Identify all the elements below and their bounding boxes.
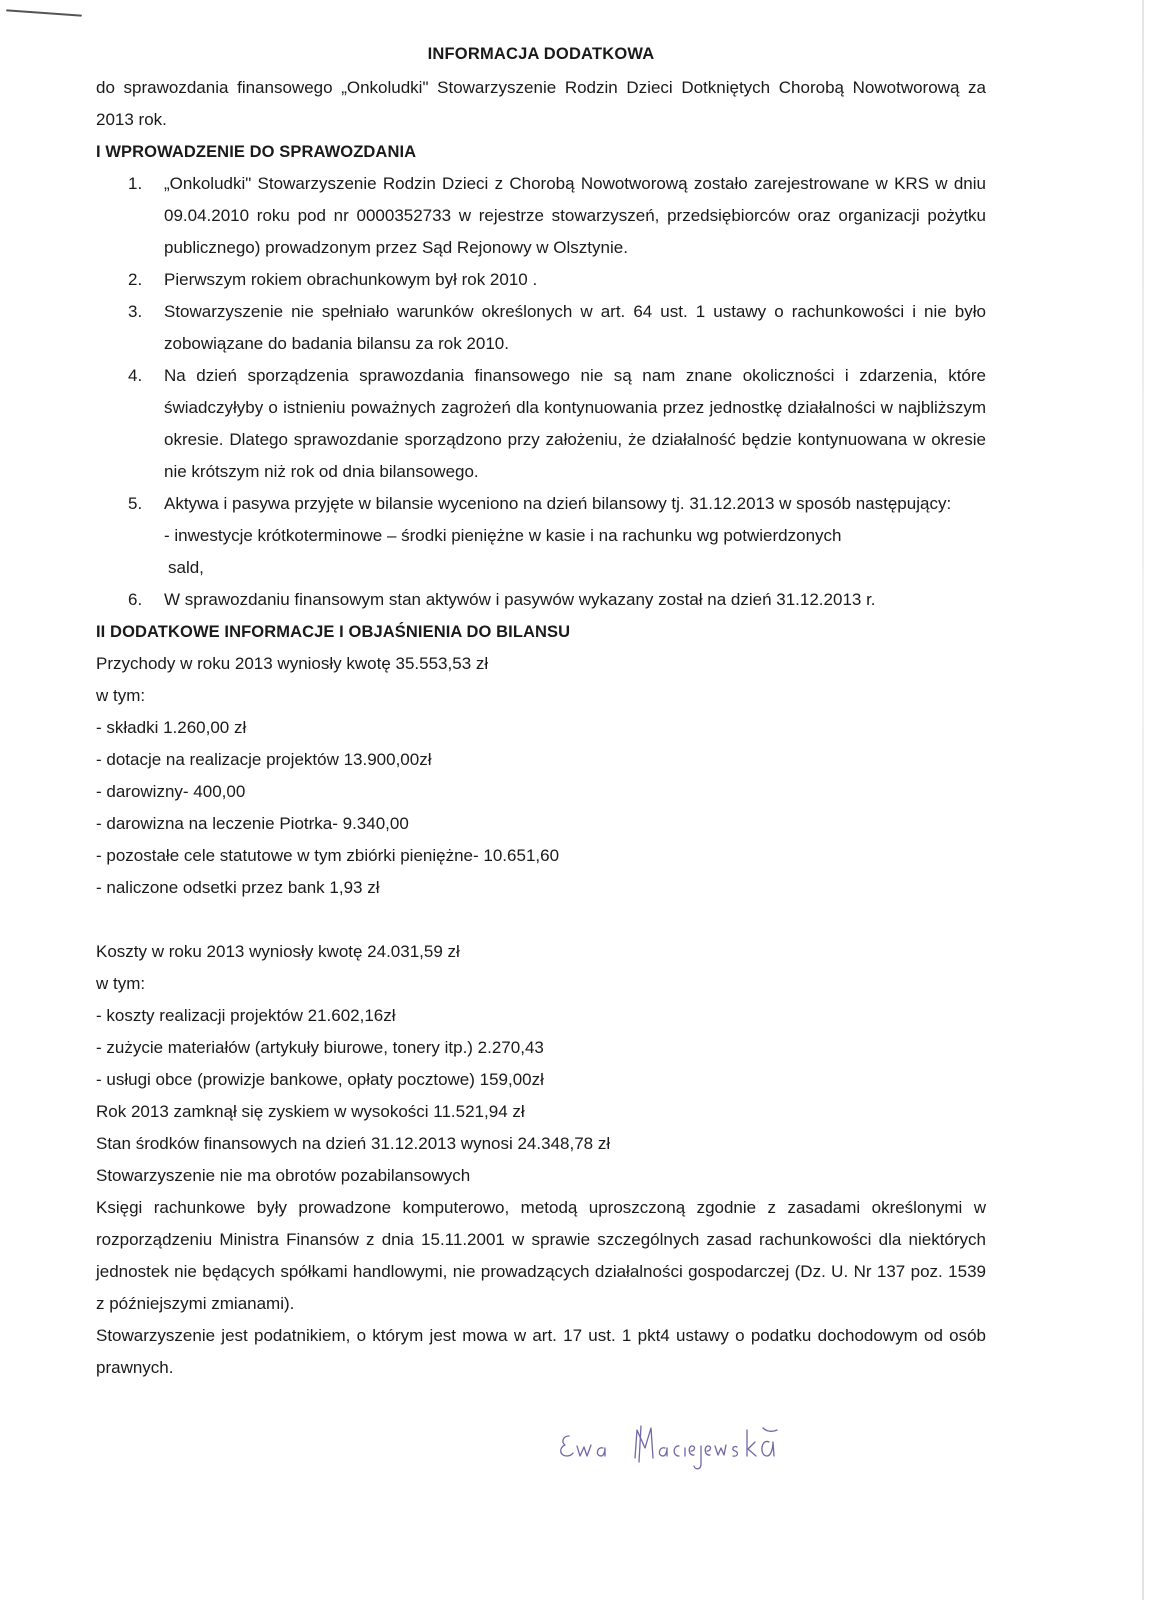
costs-wtym: w tym: <box>96 974 146 993</box>
costs-line: - koszty realizacji projektów 21.602,16zł <box>96 1006 396 1025</box>
list-item-4 <box>96 360 986 488</box>
section-1-list-cont <box>96 584 986 616</box>
list-item-number: 4. <box>128 366 143 385</box>
section-1-heading: I WPROWADZENIE DO SPRAWOZDANIA <box>96 143 417 161</box>
list-item-text: „Onkoludki" Stowarzyszenie Rodzin Dzieci z Chorobą Nowotworową zostało zarejestrowane w KRS w dniu 09.04.2010 roku pod nr 0000352733 w rejestrze stowarzyszeń, przedsiębiorców oraz organizacji pożytku publicznego) prowadzonym przez Sąd Rejonowy w Olsztynie. <box>164 174 986 257</box>
list-item-number: 5. <box>128 494 143 513</box>
section-1-list <box>96 168 986 520</box>
list-item-text: Pierwszym rokiem obrachunkowym był rok 2010 . <box>164 270 538 289</box>
revenue-summary: Przychody w roku 2013 wyniosły kwotę 35.553,53 zł <box>96 654 489 673</box>
list-item-number: 2. <box>128 270 143 289</box>
tax-paragraph: Stowarzyszenie jest podatnikiem, o którym jest mowa w art. 17 ust. 1 pkt4 ustawy o podatku dochodowym od osób prawnych. <box>96 1326 986 1377</box>
revenue-line: - naliczone odsetki przez bank 1,93 zł <box>96 878 380 897</box>
profit-line: Rok 2013 zamknął się zyskiem w wysokości 11.521,94 zł <box>96 1102 525 1121</box>
list-item-number: 1. <box>128 174 143 193</box>
revenue-line: - dotacje na realizacje projektów 13.900,00zł <box>96 750 432 769</box>
document-title: INFORMACJA DODATKOWA <box>427 45 655 63</box>
list-item-number: 6. <box>128 590 143 609</box>
list-item-5-subline: - inwestycje krótkoterminowe – środki pieniężne w kasie i na rachunku wg potwierdzonych <box>164 526 842 545</box>
list-item-text: Stowarzyszenie nie spełniało warunków określonych w art. 64 ust. 1 ustawy o rachunkowości i nie było zobowiązane do badania bilansu za rok 2010. <box>164 302 986 353</box>
offbalance-line: Stowarzyszenie nie ma obrotów pozabilansowych <box>96 1166 471 1185</box>
document-intro: do sprawozdania finansowego „Onkoludki" Stowarzyszenie Rodzin Dzieci Dotkniętych Chorobą Nowotworową za 2013 rok. <box>96 78 986 129</box>
list-item-2 <box>96 264 986 296</box>
revenue-line: - składki 1.260,00 zł <box>96 718 247 737</box>
list-item-3 <box>96 296 986 360</box>
bookkeeping-paragraph: Księgi rachunkowe były prowadzone komputerowo, metodą uproszczoną zgodnie z zasadami określonymi w rozporządzeniu Ministra Finansów z dnia 15.11.2001 w sprawie szczególnych zasad rachunkowości dla niektórych jednostek nie będących spółkami handlowymi, nie prowadzących działalności gospodarczej (Dz. U. Nr 137 poz. 1539 z późniejszymi zmianami). <box>96 1198 986 1313</box>
blank-line <box>96 904 986 936</box>
list-item-number: 3. <box>128 302 143 321</box>
list-item-6 <box>96 584 986 616</box>
funds-line: Stan środków finansowych na dzień 31.12.2013 wynosi 24.348,78 zł <box>96 1134 611 1153</box>
scan-edge-shadow <box>1142 0 1144 1600</box>
revenue-line: - darowizny- 400,00 <box>96 782 246 801</box>
list-item-1 <box>96 168 986 264</box>
list-item-text: Na dzień sporządzenia sprawozdania finansowego nie są nam znane okoliczności i zdarzenia, które świadczyłyby o istnieniu poważnych zagrożeń dla kontynuowania przez jednostkę działalności w najbliższym okresie. Dlatego sprawozdanie sporządzono przy założeniu, że działalność będzie kontynuowana w okresie nie krótszym niż rok od dnia bilansowego. <box>164 366 986 481</box>
handwritten-signature <box>555 1418 815 1478</box>
scan-pen-mark <box>6 9 82 16</box>
list-item-text: W sprawozdaniu finansowym stan aktywów i pasywów wykazany został na dzień 31.12.2013 r. <box>164 590 876 609</box>
list-item-5-subline-cont: sald, <box>168 558 204 577</box>
revenue-wtym: w tym: <box>96 686 146 705</box>
costs-line: - zużycie materiałów (artykuły biurowe, tonery itp.) 2.270,43 <box>96 1038 544 1057</box>
costs-summary: Koszty w roku 2013 wyniosły kwotę 24.031,59 zł <box>96 942 460 961</box>
list-item-text: Aktywa i pasywa przyjęte w bilansie wyceniono na dzień bilansowy tj. 31.12.2013 w sposób następujący: <box>164 494 952 513</box>
section-2-heading: II DODATKOWE INFORMACJE I OBJAŚNIENIA DO BILANSU <box>96 623 571 641</box>
revenue-line: - darowizna na leczenie Piotrka- 9.340,00 <box>96 814 409 833</box>
list-item-5 <box>96 488 986 520</box>
revenue-line: - pozostałe cele statutowe w tym zbiórki pieniężne- 10.651,60 <box>96 846 560 865</box>
document-page <box>96 38 986 1384</box>
costs-line: - usługi obce (prowizje bankowe, opłaty pocztowe) 159,00zł <box>96 1070 544 1089</box>
